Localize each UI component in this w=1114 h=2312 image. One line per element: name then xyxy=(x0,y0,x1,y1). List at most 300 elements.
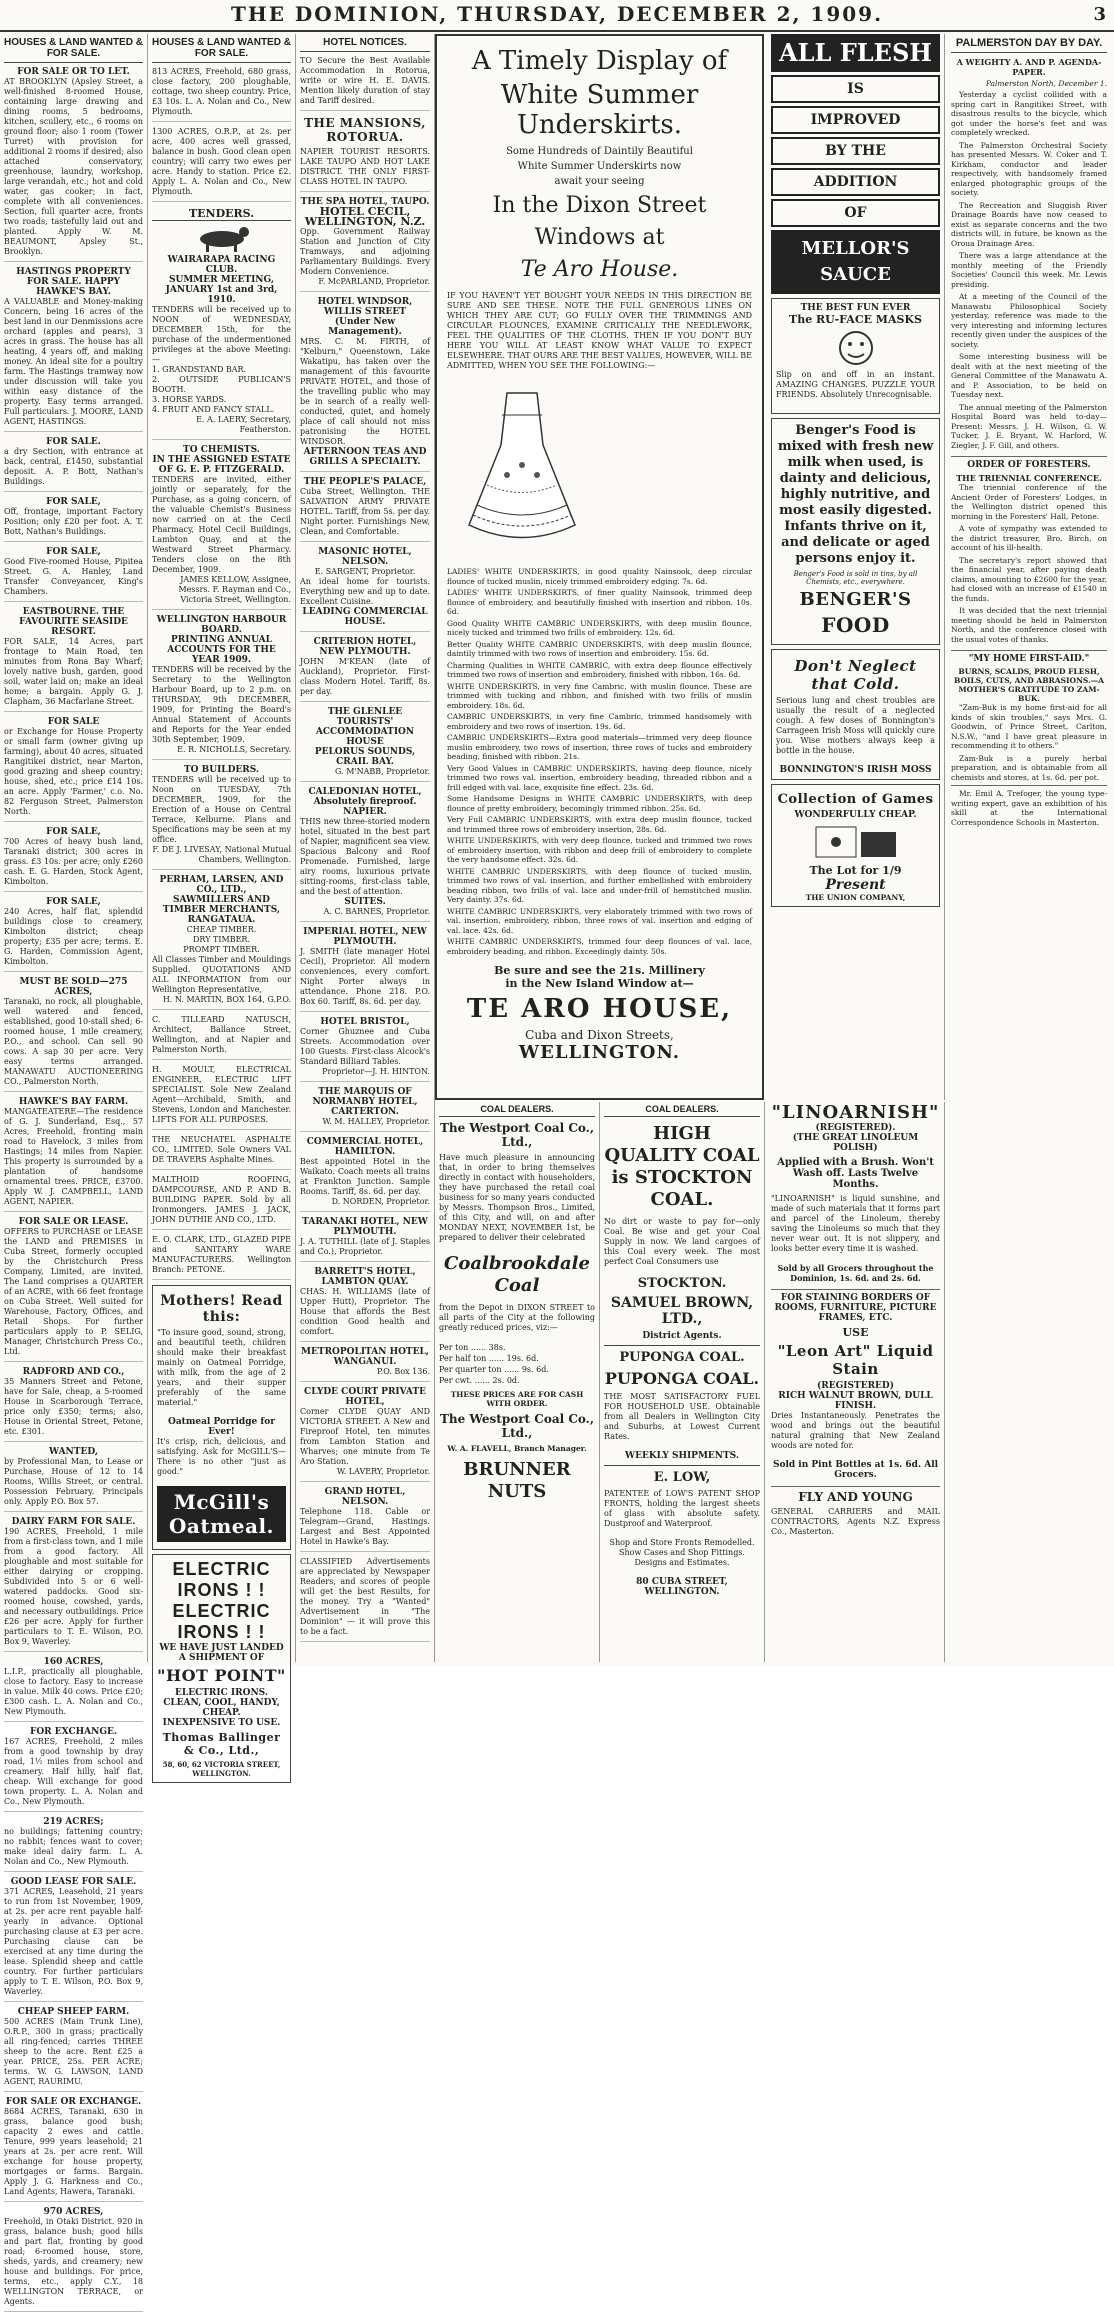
classified-ad xyxy=(4,67,143,262)
ad-text: 700 Acres of heavy bush land, Taranaki district; 300 acres in grass. £3 10s. per acre; only £260 cash. E. G. Harden, Stock Agent, Kimbolton. xyxy=(4,837,143,886)
article-heading: ORDER OF FORESTERS. xyxy=(951,456,1107,470)
timber-line: CHEAP TIMBER. xyxy=(186,925,257,934)
privilege-item: 3. HORSE YARDS. xyxy=(152,395,227,404)
underskirt-item: LADIES' WHITE UNDERSKIRTS, of finer quality Nainsook, trimmed deep flounce of embroidery, and beautifully finished with insertion and ribbon. 10s. 6d. xyxy=(447,588,752,616)
ad-text: 190 ACRES, Freehold, 1 mile from a first-class town, and 1 mile from a good factory. All ploughable and most suitable for either dairying or cropping. Subdivided into 5 or 6 well-watered paddocks. Good six-roomed house, cowshed, yards, and necessary outbuildings. Price £26 per acre. Apply for further particulars to T. E. Wilson, P.O. Box 9, Waverley. xyxy=(4,1527,143,1646)
ad-masonic-hotel xyxy=(300,547,430,632)
ad-text: 35 Manners Street and Petone, have for Sale, cheap, a 5-roomed House in Scarborough Terrace, price only £350; terms; also, House in Oriental Street, Petone, etc. £301. xyxy=(4,1377,143,1436)
coal-price-row: Per half ton ...... 19s. 6d. xyxy=(439,1354,539,1363)
ad-text: Taranaki, no rock, all ploughable, well watered and fenced, established, good 10-stall shed; 6-roomed house, 1 mile creamery, P.O., and school. Can sell 90 cows. A sap 30 per acre. Very easy terms arranged. MANAWATU AUCTIONEERING CO., Palmerston North. xyxy=(4,997,143,1086)
article-paragraph: At a meeting of the Council of the Manawatu Philosophical Society yesterday, reference was made to the very interesting and informing lectures recently given under the auspices of the society. xyxy=(951,292,1107,349)
ad-imperial-hotel xyxy=(300,927,430,1012)
location-line-2: Windows at xyxy=(534,225,665,250)
ad-text: Dries Instantaneously. Penetrates the wood and brings out the beautiful natural graining that New Zealand woods are noted for. xyxy=(771,1411,940,1450)
ad-title: HOTEL BRISTOL, xyxy=(320,1017,410,1027)
ad-text: Good Five-roomed House, Pipitea Street. G. A. Hanley, Land Transfer Conveyancer, King's Chambers. xyxy=(4,557,143,596)
ad-text: "Zam-Buk is my home first-aid for all kinds of skin troubles," says Mrs. G. Goodwin, of Prince Street, Carlton, N.S.W., "and I have great pleasure in recommending it to others." xyxy=(951,703,1107,750)
ad-title: "LINOARNISH" xyxy=(771,1102,940,1123)
ad-text: J. SMITH (late manager Hotel Cecil), Proprietor. All modern conveniences, every comfort. Night Porter always in attendance. Phone 218. P.O. Box 60. Tariff, 8s. 6d. per day. xyxy=(300,947,430,1006)
ad-text: Corner CLYDE QUAY AND VICTORIA STREET. A New and Fireproof Hotel, ten minutes from Lambton Station and Wharves; one minute from Te Aro Station. xyxy=(300,1407,430,1466)
ad-harbour-board xyxy=(152,615,291,760)
section-heading: HOTEL NOTICES. xyxy=(300,34,430,52)
product-name: "Leon Art" Liquid Stain xyxy=(777,1342,934,1378)
ad-title: GOOD LEASE FOR SALE. xyxy=(10,1877,137,1887)
ad-intro: IF YOU HAVEN'T YET BOUGHT YOUR NEEDS IN THIS DIRECTION BE SURE AND SEE THESE. NOTE THE FULL GENEROUS LINES ON WHICH THEY ARE CUT; GO FULLY OVER THE TRIMMINGS AND CIRCULAR FLOUNCES, EXAMINE CRITICALLY THE NEEDLEWORK, FEEL THE QUALITIES OF THE CLOTHS. THEN IF YOU DON'T BUY HERE YOU WILL AT LEAST KNOW WHAT VALUE TO EXPECT ELSEWHERE. THAT OURS ARE THE BEST VALUES, HOWEVER, WILL BE ADMITTED, WHEN YOU SEE THE FOLLOWING:— xyxy=(447,291,752,370)
mellors-line: ADDITION xyxy=(771,168,940,196)
ad-text: GENERAL CARRIERS and MAIL CONTRACTORS, Agents N.Z. Express Co., Masterton. xyxy=(771,1507,940,1536)
underskirt-item: Some Handsome Designs in WHITE CAMBRIC UNDERSKIRTS, with deep flounce of pretty embroidery, becomingly trimmed ribbon. 25s. 6d. xyxy=(447,794,752,813)
ad-text: It's crisp, rich, delicious, and satisfying. Ask for McGILL'S—There is no other "just as good." xyxy=(157,1437,286,1476)
ad-title: FOR SALE, xyxy=(46,497,101,507)
ad-text: Opp. Government Railway Station and Junction of City Tramways, and adjoining Parliamentary Buildings. Every Modern Convenience. xyxy=(300,227,430,276)
classified-ad xyxy=(4,497,143,542)
classified-ad xyxy=(4,827,143,892)
underskirt-item: CAMBRIC UNDERSKIRTS, in very fine Cambric, trimmed handsomely with embroidery and two rows of insertion. 19s. 6d. xyxy=(447,712,752,731)
product-tagline: CLEAN, COOL, HANDY, CHEAP. xyxy=(163,1698,280,1718)
ad-heading: "MY HOME FIRST-AID." xyxy=(951,650,1107,664)
ad-title: CHEAP SHEEP FARM. xyxy=(17,2007,130,2017)
ad-title: MASONIC HOTEL, NELSON. xyxy=(318,547,412,567)
ad-title: WAIRARAPA RACING CLUB. xyxy=(167,255,276,275)
ad-text: All Classes Timber and Mouldings Supplied. QUOTATIONS AND ALL INFORMATION from our Wellington Representative, xyxy=(152,955,291,994)
brunner-nuts: BRUNNER NUTS xyxy=(463,1459,571,1502)
ad-title: METROPOLITAN HOTEL, WANGANUI. xyxy=(301,1347,429,1367)
ad-title: CALEDONIAN HOTEL, xyxy=(308,787,422,797)
cash-note: THESE PRICES ARE FOR CASH WITH ORDER. xyxy=(450,1390,584,1408)
mellors-line: IS xyxy=(771,75,940,103)
article-paragraph: The secretary's report showed that the financial year, after paying death claims, amounting to £2600 for the year, had closed with an increase of £1540 in the funds. xyxy=(951,555,1107,603)
ad-registered: (REGISTERED) xyxy=(817,1381,894,1391)
ad-list xyxy=(4,67,143,2312)
article-paragraph: Some interesting business will be dealt with at the next meeting of the General Committee of the Manawatu A. and P. Association, to be held on Tuesday next. xyxy=(951,352,1107,399)
timber-line: DRY TIMBER. xyxy=(193,935,250,944)
product-type: ELECTRIC IRONS. xyxy=(175,1688,268,1698)
masthead xyxy=(0,0,1114,32)
article-paragraph: It was decided that the next triennial meeting should be held in Palmerston North, and the conference closed with the usual votes of thanks. xyxy=(951,606,1107,644)
ad-subtitle: WONDERFULLY CHEAP. xyxy=(794,810,917,820)
classified-ad xyxy=(4,1367,143,1442)
ad-text: THIS new three-storied modern hotel, situated in the best part of Napier, magnificent sea view. Spacious Balcony and Roof Promenade. Furnished, large airy rooms, luxurious private sitting-rooms, first-class table, and the best of attention. xyxy=(300,817,430,896)
ad-text: Off, frontage, important Factory Position; only £20 per foot. A. T. Bott, Nathan's Buildings. xyxy=(4,507,143,536)
company-name: THE UNION COMPANY, xyxy=(805,893,906,902)
ad-mcgills-oatmeal xyxy=(152,1285,291,1550)
ad-text: No dirt or waste to pay for—only Coal. Be wise and get your Coal Supply in now. We land cargoes of this Coal every week. The most perfect Coal Consumers use xyxy=(604,1217,760,1266)
classified-ad xyxy=(4,1727,143,1812)
ad-title: Don't Neglect that Cold. xyxy=(794,657,917,693)
ad-title: 970 ACRES, xyxy=(43,2207,104,2217)
ad-title: COMMERCIAL HOTEL, HAMILTON. xyxy=(306,1137,424,1157)
column-land-for-sale xyxy=(0,34,148,2306)
classified-ad xyxy=(4,1097,143,1212)
ad-subheading: BURNS, SCALDS, PROUD FLESH, BOILS, CUTS, AND ABRASIONS.—A MOTHER'S GRATITUDE TO ZAM-BUK. xyxy=(953,667,1105,703)
column-hotel-notices xyxy=(296,34,435,1662)
column-display-ads xyxy=(767,34,945,1100)
coal-price-list xyxy=(439,1342,595,1386)
section-heading: COAL DEALERS. xyxy=(604,1102,760,1117)
ad-title-line-1: A Timely Display of xyxy=(471,46,728,76)
ad-title: WELLINGTON HARBOUR BOARD. xyxy=(156,615,287,635)
ad-text: MRS. C. M. FIRTH, of "Kelburn," Queenstown, Lake Wakatipu, has taken over the management of this favourite PRIVATE HOTEL, and those of the travelling public who may be in search of a really well-conducted, quiet, and homely place of call should not miss patronising the HOTEL WINDSOR. xyxy=(300,337,430,446)
ad-title: 219 ACRES; xyxy=(43,1817,104,1827)
ad-title: The Westport Coal Co., Ltd., xyxy=(439,1121,595,1149)
coal-price-row: Per ton ...... 38s. xyxy=(439,1343,506,1352)
games-board-icon xyxy=(811,822,901,862)
shop-name: TE ARO HOUSE, xyxy=(466,994,733,1024)
article-body xyxy=(951,483,1107,644)
ad-title: RADFORD AND CO., xyxy=(22,1367,125,1377)
privilege-list xyxy=(152,365,291,415)
ad-title: GRAND HOTEL, NELSON. xyxy=(324,1487,406,1507)
ad-text: Best appointed Hotel in the Waikato. Coach meets all trains at Frankton Junction. Sample Rooms. Tariff, 8s. 6d. per day. xyxy=(300,1157,430,1196)
ad-commercial-hotel xyxy=(300,1137,430,1212)
ad-title: MUST BE SOLD—275 ACRES, xyxy=(19,977,128,997)
ad-tagline: LEADING COMMERCIAL HOUSE. xyxy=(302,607,428,627)
ad-title: THE MARQUIS OF NORMANBY HOTEL, CARTERTON. xyxy=(312,1087,418,1117)
tenders-heading: TENDERS. xyxy=(152,207,291,221)
ad-text: TENDERS will be received up to NOON of WEDNESDAY, DECEMBER 15th, for the purchase of the undermentioned privileges at the above Meeting:— xyxy=(152,305,291,364)
underskirt-price-list xyxy=(447,567,752,956)
ad-heading: FOR STAINING BORDERS OF ROOMS, FURNITURE, PICTURE FRAMES, ETC. xyxy=(771,1289,940,1323)
masthead-title: THE DOMINION, THURSDAY, DECEMBER 2, 1909. xyxy=(230,2,884,26)
underskirt-item: Very Full CAMBRIC UNDERSKIRTS, with extra deep muslin flounce, tucked and trimmed three rows of embroidery insertion, 28s. 6d. xyxy=(447,815,752,834)
company-name: Thomas Ballinger & Co., Ltd., xyxy=(162,1731,281,1757)
shop-city: WELLINGTON. xyxy=(518,1042,681,1063)
ad-subtitle: WE HAVE JUST LANDED A SHIPMENT OF xyxy=(159,1643,284,1663)
ad-collection-of-games xyxy=(771,784,940,907)
classified-ad xyxy=(4,1817,143,1872)
ad-clyde-court xyxy=(300,1387,430,1482)
ad-subtitle-line-2: White Summer Underskirts now xyxy=(517,161,682,172)
ad-text: MANGATEATERE—The residence of G. J. Sunderland, Esq., 57 Acres, Freehold, fronting main road to Havelock, 3 miles from Hastings; 14 miles from Napier. This property is surrounded by a plantation of handsome ornamental trees. PRICE, £3700. Apply W. J. CAMPBELL, LAND AGENT, NAPIER. xyxy=(4,1107,143,1206)
ad-title: IMPERIAL HOTEL, NEW PLYMOUTH. xyxy=(303,927,427,947)
underskirt-item: Very Good Values in CAMBRIC UNDERSKIRTS, having deep flounce, nicely trimmed two rows val. insertion, embroidery beading, threaded ribbon and a frill edged with val. lace, exquisite fine effect. 23s. 6d. xyxy=(447,763,752,792)
brand-name: McGill's Oatmeal. xyxy=(157,1486,286,1542)
location-line-1: In the Dixon Street xyxy=(492,193,707,218)
ad-signature: E. SARGENT, Proprietor. xyxy=(314,567,416,576)
westport-coal-column xyxy=(435,1102,600,1662)
ad-signature: D. NORDEN, Proprietor. xyxy=(331,1197,430,1206)
ad-title: DAIRY FARM FOR SALE. xyxy=(11,1517,136,1527)
coal-brand: STOCKTON. xyxy=(637,1276,727,1291)
article-subheading: THE TRIENNIAL CONFERENCE. xyxy=(956,473,1102,483)
ad-signature: F. DE J. LIVESAY, National Mutual Chambers, Wellington. xyxy=(152,845,291,864)
ad-text: "LINOARNISH" is liquid sunshine, and made of such materials that it forms part and parcel of the Linoleum, thereby saving the Linoleums so much that they never wear out. It is not slippery, and looks better every time it is washed. xyxy=(771,1194,940,1253)
ad-text: 500 ACRES (Main Trunk Line), O.R.P., 300 in grass; practically all ring-fenced; carries THREE sheep to the acre. Rent £25 a year. PRICE, 25s. PER ACRE; terms. W. G. LAWSON, LAND AGENT, RAURIMU. xyxy=(4,2017,143,2086)
ad-tagline: SUITES. xyxy=(344,897,386,907)
ad-barretts-hotel xyxy=(300,1267,430,1342)
ad-text: "To insure good, sound, strong, and beautiful teeth, children should make their breakfast mainly on Oatmeal Porridge, with milk, from the age of 2 years, and their supper preferably of the same material." xyxy=(157,1328,286,1407)
mellors-headline: ALL FLESH xyxy=(771,34,940,72)
ad-chemists xyxy=(152,445,291,610)
ad-title: HASTINGS PROPERTY FOR SALE. HAPPY HAWKE'S BAY. xyxy=(16,267,131,297)
patentee-name: E. LOW, xyxy=(604,1465,760,1485)
ad-title: HAWKE'S BAY FARM. xyxy=(18,1097,129,1107)
ad-signature: W. LAVERY, Proprietor. xyxy=(336,1467,430,1476)
ad-moult: H. MOULT, ELECTRICAL ENGINEER, ELECTRIC LIFT SPECIALIST. Sole New Zealand Agent—Archibald, Smith, and Stevens, London and Manchester. LIFTS FOR ALL PURPOSES. xyxy=(152,1065,291,1130)
ad-grand-hotel xyxy=(300,1487,430,1552)
classified-ad xyxy=(4,2207,143,2312)
ad-text: Corner Ghuznee and Cuba Streets. Accommodation over 100 Guests. First-class Alcock's Standard Billiard Tables. xyxy=(300,1027,430,1066)
news-item: Mr. Emil A. Trefoger, the young type-writing expert, gave an exhibition of his skill at the International Correspondence Schools in Masterton. xyxy=(951,785,1107,827)
column-tenders xyxy=(148,34,296,1778)
ad-text: Benger's Food is mixed with fresh new milk when used, is dainty and delicious, highly nutritive, and most easily digested. Infants thrive on it, and delicate or aged persons enjoy it. xyxy=(777,423,934,566)
underskirt-item: LADIES' WHITE UNDERSKIRTS, in good quality Nainsook, deep circular flounce of tucked muslin, nicely trimmed embroidery edging. 7s. 6d. xyxy=(447,567,752,586)
ad-subtitle-line-1: Some Hundreds of Daintily Beautiful xyxy=(506,146,693,157)
article-paragraph: Yesterday a cyclist collided with a spring cart in Rangitikei Street, with disastrous results to the bicycle, which got under the horse's feet and was completely wrecked. xyxy=(951,90,1107,137)
stockton-coal-column xyxy=(600,1102,765,1662)
ad-text: a dry Section, with entrance at back, central, £1450, substantial deposit. A. P. Bott, Nathan's Buildings. xyxy=(4,447,143,486)
ad-criterion-hotel xyxy=(300,637,430,702)
article-paragraph: The triennial conference of the Ancient Order of Foresters' Lodges, in the Wellington district opened this morning in the Foresters' Hall, Petone. xyxy=(951,483,1107,521)
ad-rotorua: TO Secure the Best Available Accommodation in Rotorua, write or wire H. E. DAVIS. Mention likely duration of stay and Tariff desired. xyxy=(300,56,430,111)
classified-ad xyxy=(4,1877,143,2002)
classified-ad xyxy=(4,977,143,1092)
ad-tagline: Present xyxy=(825,877,886,893)
ad-perham-larsen xyxy=(152,875,291,1010)
product-name: The RU-FACE MASKS xyxy=(789,313,922,326)
company-role: District Agents. xyxy=(642,1331,722,1341)
ad-ru-face-masks xyxy=(771,298,940,414)
ad-text: L.I.P., practically all ploughable, close to factory. Easy to increase in value. Milk 40 cows. Price £20; £300 cash. L. A. Nolan and Co., New Plymouth. xyxy=(4,1667,143,1716)
privilege-item: 4. FRUIT AND FANCY STALL. xyxy=(152,405,275,414)
ad-813-acres: 813 ACRES, Freehold, 680 grass, close factory, 200 ploughable, cottage, two sheep country. Price, £3 10s. L. A. Nolan and Co., New Plymouth. xyxy=(152,67,291,122)
ad-text: TENDERS will be received up to Noon on TUESDAY, 7th DECEMBER, 1909, for the Erection of a House on Central Terrace, Kelburne. Plans and Specifications may be seen at my office. xyxy=(152,775,291,844)
ad-taranaki-hotel xyxy=(300,1217,430,1262)
article-headline: A WEIGHTY A. AND P. AGENDA-PAPER. xyxy=(956,57,1102,77)
page-number: 3 xyxy=(1093,4,1106,25)
ad-builders xyxy=(152,765,291,870)
classified-ad xyxy=(4,2007,143,2092)
ad-footer-line-2: in the New Island Window at— xyxy=(505,977,694,990)
company-name: FLY AND YOUNG xyxy=(771,1486,940,1504)
coal-price-row: Per quarter ton ...... 9s. 6d. xyxy=(439,1365,549,1374)
ad-title: FOR SALE OR EXCHANGE. xyxy=(5,2097,142,2107)
brand-name: BENGER'S xyxy=(799,589,912,610)
ad-title: Collection of Games xyxy=(777,792,934,807)
shop-street: Cuba and Dixon Streets, xyxy=(525,1028,674,1042)
ad-text: Freehold, in Otaki District. 920 in grass, balance bush; good hills and part flat, fronting by good road; 6-roomed house, store, sheds, yards, and creamery; new house and buildings. For price, terms, etc., apply C.Y., 18 WELLINGTON TERRACE, or Agents. xyxy=(4,2217,143,2306)
ad-classified: CLASSIFIED Advertisements are appreciated by Newspaper Readers, and scores of people will get the best Results, for the money. Try a "Wanted" Advertisement in "The Dominion" — it will prove this to be a fact. xyxy=(300,1557,430,1642)
ad-small-print: Benger's Food is sold in tins, by all Chemists, etc., everywhere. xyxy=(793,570,918,586)
ad-te-aro-underskirts xyxy=(435,34,764,1100)
ad-text: Have much pleasure in announcing that, in order to bring themselves directly in contact with householders, they have purchased the retail coal business for so many years conducted by Messrs. Thompson Bros., Limited, of this City, and will, on and after MONDAY NEXT, NOVEMBER 1st, be prepared to deliver their celebrated xyxy=(439,1153,595,1242)
classified-ad xyxy=(4,1657,143,1722)
article-paragraph: There was a large attendance at the monthly meeting of the Friendly Societies' Council this week. Mr. Lewis presiding. xyxy=(951,251,1107,289)
the-mansions: THE MANSIONS, ROTORUA. xyxy=(304,116,426,144)
underskirt-item: Good Quality WHITE CAMBRIC UNDERSKIRTS, with deep muslin flounce, nicely tucked and trimmed two frills of embroidery. 12s. 6d. xyxy=(447,618,752,637)
ad-clark: E. O. CLARK, LTD., GLAZED PIPE and SANITARY WARE MANUFACTURERS. Wellington Branch: PETONE. xyxy=(152,1235,291,1280)
underskirt-item: Better Quality WHITE CAMBRIC UNDERSKIRTS, with deep muslin flounce, daintily trimmed with two rows of insertion and embroidery. 15s. 6d. xyxy=(447,639,752,658)
timber-lines xyxy=(152,925,291,955)
privilege-item: 1. GRANDSTAND BAR. xyxy=(152,365,247,374)
ad-title: TO CHEMISTS. xyxy=(183,445,260,455)
ad-1300-acres: 1300 ACRES, O.R.P., at 2s. per acre, 400 acres well grassed, balance in bush. Good clean open country; will carry two ewes per acre. Handy to station. Price £2. Apply L. A. Nolan and Co., New Plymouth. xyxy=(152,127,291,202)
section-heading: HOUSES & LAND WANTED & FOR SALE. xyxy=(4,34,143,63)
ad-text: by Professional Man, to Lease or Purchase, House of 12 to 14 Rooms, Willis Street, or central. Possession February. Principals only. Apply P.O. Box 57. xyxy=(4,1457,143,1506)
ad-manager: W. A. FLAVELL, Branch Manager. xyxy=(447,1444,587,1453)
ad-title: HIGH QUALITY COAL is STOCKTON COAL. xyxy=(604,1123,760,1210)
ad-signature: E. A. LAERY, Secretary, Featherston. xyxy=(196,415,291,434)
spa-hotel: THE SPA HOTEL, TAUPO. xyxy=(300,197,430,207)
ad-subtitle: PELORUS SOUNDS, CRAIL BAY. xyxy=(314,747,416,767)
mask-face-icon xyxy=(826,328,886,368)
ad-title-line-2: White Summer Underskirts. xyxy=(500,80,699,140)
horse-icon xyxy=(192,224,252,252)
ad-subtitle: SUMMER MEETING, xyxy=(168,275,275,285)
ad-title: FOR SALE. xyxy=(46,437,101,447)
ad-title: FOR SALE, xyxy=(46,827,101,837)
ad-title: 160 ACRES, xyxy=(43,1657,104,1667)
classified-ad xyxy=(4,547,143,602)
weekly-shipments: WEEKLY SHIPMENTS. xyxy=(625,1451,739,1461)
coal-brand: Coalbrookdale Coal xyxy=(444,1253,590,1296)
ad-text: or Exchange for House Property or small farm (owner giving up farming), about 40 acres, situated Rangitikei district, near Marton, good grazing and sheep country; house, shed, etc.; price £14 10s. an acre. Apply 'Farmer,' c.o. No. 82 Ferguson Street, Palmerston North. xyxy=(4,727,143,816)
ad-use: USE xyxy=(842,1326,869,1339)
article-paragraph: The Palmerston Orchestral Society has presented Messrs. W. Coker and T. Kirkham, conductor and leader respectively, with handsomely framed enlarged photographic groups of the society. xyxy=(951,140,1107,197)
coal-price-row: Per cwt. ...... 2s. 0d. xyxy=(439,1376,520,1385)
ad-hotel-cecil xyxy=(300,207,430,292)
ad-normanby-hotel xyxy=(300,1087,430,1132)
ad-wairarapa-racing xyxy=(152,224,291,440)
ad-text: no buildings; fattening country; no rabbit; fences want to cover; make ideal dairy farm. L. A. Nolan and Co., New Plymouth. xyxy=(4,1827,143,1866)
ad-title: WANTED, xyxy=(49,1447,98,1457)
classified-ad xyxy=(4,2097,143,2202)
ad-sold: Sold by all Grocers throughout the Dominion, 1s. 6d. and 2s. 6d. xyxy=(777,1263,934,1283)
ad-tagline: Applied with a Brush. Won't Wash off. Lasts Twelve Months. xyxy=(777,1157,934,1190)
column-polish-ads xyxy=(767,1102,945,1662)
ad-title: TARANAKI HOTEL, NEW PLYMOUTH. xyxy=(302,1217,428,1237)
ad-title: CLYDE COURT PRIVATE HOTEL, xyxy=(304,1387,426,1407)
brand-name: BONNINGTON'S IRISH MOSS xyxy=(779,765,932,775)
ad-text: TENDERS are invited, either jointly or separately, for the Purchase, as a going concern, of the valuable Chemist's Business now carried on at the Cecil Pharmacy, Hotel Cecil Buildings, Lambton Quay, and at the Westward Street Pharmacy. Tenders close on the 8th December, 1909. xyxy=(152,475,291,574)
ad-subtitle: (THE GREAT LINOLEUM POLISH) xyxy=(792,1133,919,1153)
ad-text: Telephone 118. Cable or Telegram—Grand, Hastings. Largest and Best Appointed Hotel in Hawke's Bay. xyxy=(300,1507,430,1546)
article-paragraph: The annual meeting of the Palmerston Hospital Board was held to-day—Present: Messrs. J. H. Wilson, G. W. Tucker, J. E. Bryant, W. Harford, W. Ziegler, J. F. Gill, and others. xyxy=(951,402,1107,450)
ad-text: A VALUABLE and Money-making Concern, being 16 acres of the best land in our Denmissions acre orchard (apples and pears), 3 acres in grass. The house has all heating, 4 years off, and making money. An ideal site for a poultry farm. The Hastings tramway now under discussion will take you within easy distance of the property. Easy terms arranged. Full particulars. J. MOORE, LAND AGENT, HASTINGS. xyxy=(4,297,143,426)
underskirt-item: WHITE CAMBRIC UNDERSKIRTS, trimmed four deep flounces of val. lace, embroidery beading, and ribbon. Exceedingly dainty. 50s. xyxy=(447,937,752,956)
column-palmerston-news xyxy=(947,34,1111,1662)
ad-subtitle: PRINTING ANNUAL ACCOUNTS FOR THE YEAR 1909. xyxy=(167,635,276,665)
timber-line: PROMPT TIMBER. xyxy=(183,945,260,954)
ad-text: PATENTEE of LOW'S PATENT SHOP FRONTS, holding the largest sheets of glass with absolute safety. Dustproof and Waterproof. xyxy=(604,1489,760,1528)
classified-ad xyxy=(4,437,143,492)
classified-ad xyxy=(4,897,143,972)
ad-dates: JANUARY 1st and 3rd, 1910. xyxy=(165,285,278,305)
underskirt-item: WHITE UNDERSKIRTS, in very fine Cambric, with muslin flounce. These are trimmed with tucking and ribbon, and finished with two frills of muslin embroidery. 18s. 6d. xyxy=(447,681,752,710)
classified-ad xyxy=(4,717,143,822)
ad-title: FOR EXCHANGE. xyxy=(29,1727,118,1737)
product-finish: RICH WALNUT BROWN, DULL FINISH. xyxy=(778,1391,933,1411)
location-line-3: Te Aro House. xyxy=(520,257,679,282)
privilege-item: 2. OUTSIDE PUBLICAN'S BOOTH. xyxy=(152,375,291,394)
underskirt-item: WHITE UNDERSKIRTS, with very deep flounce, tucked and trimmed two rows of embroidery insertion, with ribbon and deep frill of embroidery to complete the very handsome effect. 32s. 6d. xyxy=(447,836,752,864)
ad-signature: F. McPARLAND, Proprietor. xyxy=(318,277,430,286)
ad-bengers-food xyxy=(771,418,940,645)
ad-address: 80 CUBA STREET, WELLINGTON. xyxy=(636,1577,728,1597)
section-heading: HOUSES & LAND WANTED & FOR SALE. xyxy=(152,34,291,63)
ad-place: RANGATAUA. xyxy=(187,915,256,925)
ad-title-repeat: ELECTRIC IRONS ! ! xyxy=(172,1601,271,1642)
article-body xyxy=(951,90,1107,450)
ad-text: CHAS. H. WILLIAMS (late of Upper Hutt), Proprietor. The House that affords the Best condition Good health and comfort. xyxy=(300,1287,430,1336)
ad-text: Serious lung and chest troubles are usually the result of a neglected cough. A few doses of Bonnington's Carrageen Irish Moss will quickly cure you. Wise mothers always keep a bottle in the house. xyxy=(776,696,935,755)
ad-signature: G. M'NABB, Proprietor. xyxy=(335,767,430,776)
ad-title: EASTBOURNE. THE FAVOURITE SEASIDE RESORT. xyxy=(19,607,128,637)
article-dateline: Palmerston North, December 1. xyxy=(985,79,1107,88)
ad-price: Sold in Pint Bottles at 1s. 6d. All Grocers. xyxy=(772,1460,939,1480)
company-name: SAMUEL BROWN, LTD., xyxy=(610,1295,754,1327)
ad-subtitle: IN THE ASSIGNED ESTATE OF G. E. P. FITZGERALD. xyxy=(152,455,291,475)
ad-title: THE GLENLEE TOURISTS' ACCOMMODATION HOUSE xyxy=(315,707,415,747)
underskirt-illustration-icon xyxy=(447,385,597,555)
ad-text: Slip on and off in an instant. AMAZING CHANGES. PUZZLE YOUR FRIENDS. Absolutely Unrecognisable. xyxy=(776,370,935,399)
ad-title: TO BUILDERS. xyxy=(183,765,260,775)
ad-electric-irons xyxy=(152,1554,291,1783)
ad-text: JOHN M'KEAN (late of Auckland), Proprietor. First-class Modern Hotel. Tariff, 8s. per day. xyxy=(300,657,430,696)
ad-services: Shop and Store Fronts Remodelled. Show Cases and Shop Fittings. Designs and Estimates. xyxy=(609,1538,755,1567)
underskirt-item: Charming Qualities in WHITE CAMBRIC, with extra deep flounce effectively trimmed two rows of insertion and embroidery, finished with ribbon. 16s. 6d. xyxy=(447,660,752,679)
ad-price: The Lot for 1/9 xyxy=(809,864,902,877)
ad-subtitle: (Under New Management). xyxy=(328,317,402,337)
ad-title: THE PEOPLE'S PALACE, xyxy=(303,477,427,487)
classified-ad xyxy=(4,1447,143,1512)
ad-text: 371 ACRES, Leasehold, 21 years to run from 1st November, 1909, at 2s. per acre rent payable half-yearly in advance. Optional purchasing clause at £3 per acre. Purchasing clause can be exercised at any time during the lease. Splendid sheep and cattle country. For further particulars apply to T. E. Wilson, P.O. Box 9, Waverley. xyxy=(4,1887,143,1996)
ad-title: ELECTRIC IRONS ! ! xyxy=(172,1559,271,1600)
ad-signature: Proprietor—J. H. HINTON. xyxy=(322,1067,430,1076)
ad-signature: JAMES KELLOW, Assignee, Messrs. F. Rayman and Co., Victoria Street, Wellington. xyxy=(178,575,291,604)
ad-tagline: AFTERNOON TEAS AND GRILLS A SPECIALTY. xyxy=(303,447,427,467)
puponga-title-repeat: PUPONGA COAL. xyxy=(604,1369,760,1388)
ad-signature: E. R. NICHOLLS, Secretary. xyxy=(177,745,291,754)
ad-text: THE MOST SATISFACTORY FUEL FOR HOUSEHOLD USE. Obtainable from all Dealers in Wellington City and Suburbs, at Lowest Current Rates. xyxy=(604,1392,760,1441)
classified-ad xyxy=(4,1217,143,1362)
ad-title: CRITERION HOTEL, NEW PLYMOUTH. xyxy=(313,637,417,657)
ad-text: OFFERS to PURCHASE or LEASE the LAND and PREMISES in Cuba Street, formerly occupied by the Christchurch Press Company, Limited, are invited. The Land comprises a QUARTER of an ACRE, with 66 feet frontage on Cuba Street. Well suited for Warehouse, Factory, Offices, and Retail Shops. For further particulars apply to P. SELIG, Manager, Christchurch Press Co., Ltd. xyxy=(4,1227,143,1356)
ad-title: Mothers! Read this: xyxy=(160,1293,283,1325)
classified-ad xyxy=(4,607,143,712)
mellors-line: OF xyxy=(771,199,940,227)
ad-text: 167 ACRES, Freehold, 2 miles from a good township by dray road, 1½ miles from school and creamery. Half hilly, half flat, cheap. Will exchange for good town property. L. A. Nolan and Co., New Plymouth. xyxy=(4,1737,143,1806)
ad-title: HOTEL CECIL, WELLINGTON, N.Z. xyxy=(304,205,426,228)
ad-title: FOR SALE OR TO LET. xyxy=(17,67,130,77)
ad-signature: The Westport Coal Co., Ltd., xyxy=(439,1412,595,1440)
ad-text: TENDERS will be received by the Secretary to the Wellington Harbour Board, up to 2 p.m. on THURSDAY, 9th DECEMBER, 1909, for Printing the Board's Annual Statement of Accounts and Reports for the Year ended 30th September, 1909. xyxy=(152,665,291,744)
ad-title: HOTEL WINDSOR, WILLIS STREET xyxy=(317,297,413,317)
ad-text: FOR SALE, 14 Acres, part frontage to Main Road, ten minutes from Rona Bay Wharf; lovely native bush, garden, good soil, water laid on; make an ideal home; a bargain. Apply G. J. Clapham, 36 Macfarlane Street. xyxy=(4,637,143,706)
puponga-title: PUPONGA COAL. xyxy=(604,1345,760,1365)
section-heading: COAL DEALERS. xyxy=(439,1102,595,1117)
ad-registered: (REGISTERED). xyxy=(815,1123,896,1133)
ad-subtitle: SAWMILLERS AND TIMBER MERCHANTS, xyxy=(162,895,281,915)
ad-title: FOR SALE, xyxy=(46,547,101,557)
ad-title: BARRETT'S HOTEL, LAMBTON QUAY. xyxy=(314,1267,416,1287)
ad-text: J. A. TUTHILL (late of J. Staples and Co.), Proprietor. xyxy=(300,1237,430,1256)
ad-title: FOR SALE, xyxy=(46,897,101,907)
ad-tilleard: C. TILLEARD NATUSCH, Architect, Ballance Street, Wellington, and at Napier and Palmerston North. xyxy=(152,1015,291,1060)
company-address: 58, 60, 62 VICTORIA STREET, WELLINGTON. xyxy=(162,1760,281,1778)
ad-text: Zam-Buk is a purely herbal preparation, and is obtainable from all chemists and stores, at 1s. 6d. per pot. xyxy=(951,753,1107,782)
ad-text: 8684 ACRES, Taranaki, 630 in grass, balance good bush; capacity 2 ewes and cattle. Tenure, 999 years leasehold; 21 years at 2s. per acre rent. Will exchange for house property, mortgages or farms. Bargain. Apply J. G. Harkness and Co., Land Agents, Hawera, Taranaki. xyxy=(4,2107,143,2196)
ad-signature: W. M. HALLEY, Proprietor. xyxy=(322,1117,430,1126)
ad-text: An ideal home for tourists. Everything new and up to date. Excellent Cuisine. xyxy=(300,577,430,606)
mellors-line: BY THE xyxy=(771,137,940,165)
ad-hotel-windsor xyxy=(300,297,430,472)
ad-signature: H. N. MARTIN, BOX 164, G.P.O. xyxy=(162,995,291,1004)
product-note: INEXPENSIVE TO USE. xyxy=(162,1718,281,1728)
ad-text: AT BROOKLYN (Apsley Street, a well-finished 8-roomed House, containing large drawing and dining rooms, 5 bedrooms, kitchen, scullery, etc., 6 rooms on ground floor; also 1 room (Tower Turret) with provision for additional 2 rooms if desired; also attached conservatory, greenhouse, laundry, workshop, large verandah, etc.; hot and cold water, gas cooker; in fact, complete with all conveniences. Section, full quarter acre, fronts two roads, tastefully laid out and planted. Apply W. M. BEAUMONT, Apsley St., Brooklyn. xyxy=(4,77,143,256)
ad-title: FOR SALE OR LEASE. xyxy=(18,1217,129,1227)
ad-glenlee xyxy=(300,707,430,782)
